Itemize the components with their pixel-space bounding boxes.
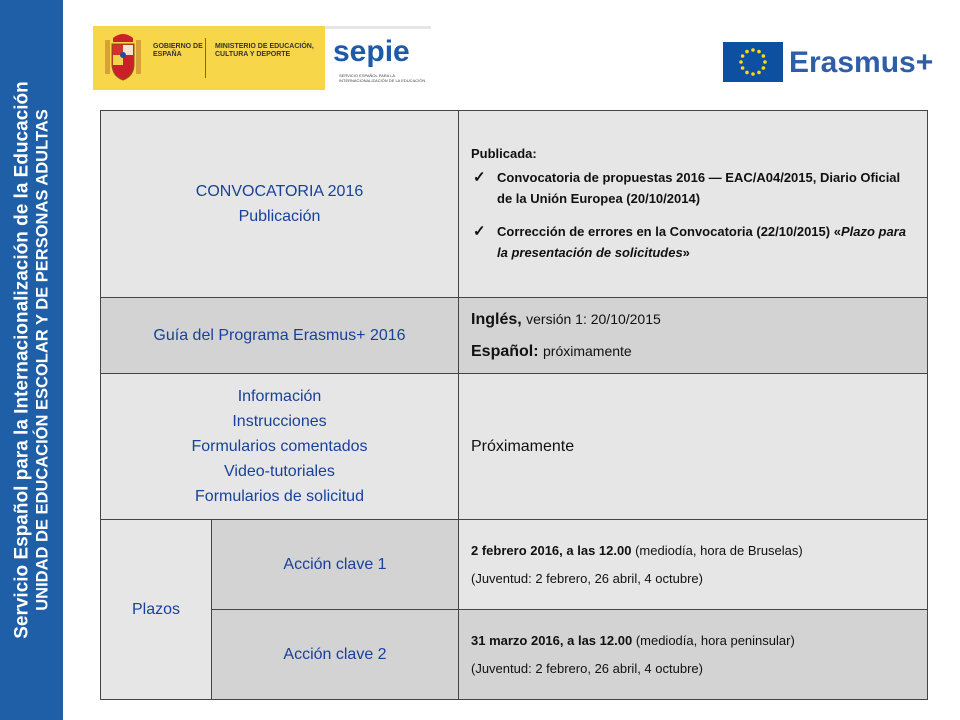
gobierno-espana-logo bbox=[93, 26, 325, 90]
shield-crest-icon bbox=[103, 32, 143, 84]
table-row bbox=[101, 111, 928, 298]
publicada-list bbox=[471, 167, 915, 263]
video-tutoriales-link[interactable]: Video-tutoriales bbox=[224, 463, 335, 480]
ka2-deadline bbox=[471, 630, 915, 652]
ingles-label: Inglés, bbox=[471, 310, 522, 328]
ministerio-text: MINISTERIO DE EDUCACIÓN, CULTURA Y DEPORTE bbox=[215, 43, 314, 58]
gobierno-text: GOBIERNO DE ESPAÑA bbox=[153, 43, 203, 58]
checkmark-icon: ✓ bbox=[473, 222, 486, 240]
sepie-subtitle: SERVICIO ESPAÑOL PARA LA INTERNACIONALIZACIÓN DE LA EDUCACIÓN bbox=[339, 73, 426, 83]
plazos-label: Plazos bbox=[131, 601, 181, 618]
espanol-label: Español: bbox=[471, 342, 539, 360]
sepie-logo bbox=[325, 26, 431, 93]
formularios-comentados-link[interactable]: Formularios comentados bbox=[191, 438, 368, 455]
convocatoria-link[interactable]: Convocatoria de propuestas 2016 — EAC/A04/2015, Diario Oficial de la Unión Europea (20/10/2014) bbox=[497, 169, 901, 206]
ingles-version[interactable] bbox=[471, 311, 915, 329]
publicada-heading: Publicada: bbox=[471, 145, 537, 161]
accion-clave-2-label: Acción clave 2 bbox=[283, 646, 387, 663]
correccion-end: » bbox=[682, 244, 690, 260]
logo-divider bbox=[205, 38, 206, 78]
sidebar-title: Servicio Español para la Internacionalización de la Educación bbox=[11, 81, 33, 639]
table-row bbox=[101, 610, 928, 700]
publicada-cell bbox=[459, 111, 928, 298]
table-row bbox=[101, 374, 928, 520]
instrucciones-link[interactable]: Instrucciones bbox=[232, 413, 327, 430]
ka1-deadline bbox=[471, 540, 915, 562]
ka1-note: (mediodía, hora de Bruselas) bbox=[635, 542, 803, 558]
convocatoria-cell bbox=[101, 111, 459, 298]
list-item bbox=[471, 221, 915, 263]
formularios-solicitud-link[interactable]: Formularios de solicitud bbox=[195, 488, 364, 505]
ka2-note: (mediodía, hora peninsular) bbox=[635, 632, 795, 648]
erasmus-logo bbox=[723, 42, 934, 82]
guia-cell bbox=[101, 298, 459, 374]
ingles-value: versión 1: 20/10/2015 bbox=[526, 310, 661, 327]
correccion-link[interactable] bbox=[497, 224, 906, 260]
checkmark-icon: ✓ bbox=[473, 168, 486, 186]
correccion-italic: Plazo para la presentación de solicitudes bbox=[497, 223, 906, 260]
accion-clave-1-label: Acción clave 1 bbox=[283, 556, 387, 573]
convocatoria-title: CONVOCATORIA 2016 bbox=[195, 183, 364, 200]
list-item bbox=[471, 167, 915, 209]
table-row bbox=[101, 520, 928, 610]
accion-clave-2-cell bbox=[212, 610, 459, 700]
sidebar-banner bbox=[0, 0, 63, 720]
ka1-youth: (Juventud: 2 febrero, 26 abril, 4 octubre) bbox=[471, 570, 703, 586]
proximamente-text: Próximamente bbox=[471, 437, 575, 455]
espanol-version bbox=[471, 343, 915, 361]
accion-clave-2-deadline-cell bbox=[459, 610, 928, 700]
publicacion-label: Publicación bbox=[238, 208, 321, 225]
sepie-wordmark: sepie bbox=[333, 35, 410, 68]
ka1-date: 2 febrero 2016, a las 12.00 bbox=[471, 542, 632, 558]
guia-versions-cell bbox=[459, 298, 928, 374]
erasmus-wordmark: Erasmus+ bbox=[789, 46, 934, 79]
info-table bbox=[100, 110, 928, 700]
accion-clave-1-deadline-cell bbox=[459, 520, 928, 610]
informacion-link[interactable]: Información bbox=[237, 388, 322, 405]
plazos-cell bbox=[101, 520, 212, 700]
eu-flag-icon bbox=[723, 42, 783, 82]
sidebar-subtitle: UNIDAD DE EDUCACIÓN ESCOLAR Y DE PERSONAS ADULTAS bbox=[33, 109, 52, 611]
espanol-value: próximamente bbox=[543, 342, 632, 359]
sidebar-text bbox=[12, 2, 51, 718]
guia-link[interactable]: Guía del Programa Erasmus+ 2016 bbox=[153, 327, 406, 344]
correccion-text: Corrección de errores en la Convocatoria (22/10/2015) « bbox=[497, 223, 841, 239]
accion-clave-1-cell bbox=[212, 520, 459, 610]
proximamente-cell bbox=[459, 374, 928, 520]
ka2-youth: (Juventud: 2 febrero, 26 abril, 4 octubre) bbox=[471, 660, 703, 676]
ka2-date: 31 marzo 2016, a las 12.00 bbox=[471, 632, 633, 648]
informacion-cell bbox=[101, 374, 459, 520]
table-row bbox=[101, 298, 928, 374]
